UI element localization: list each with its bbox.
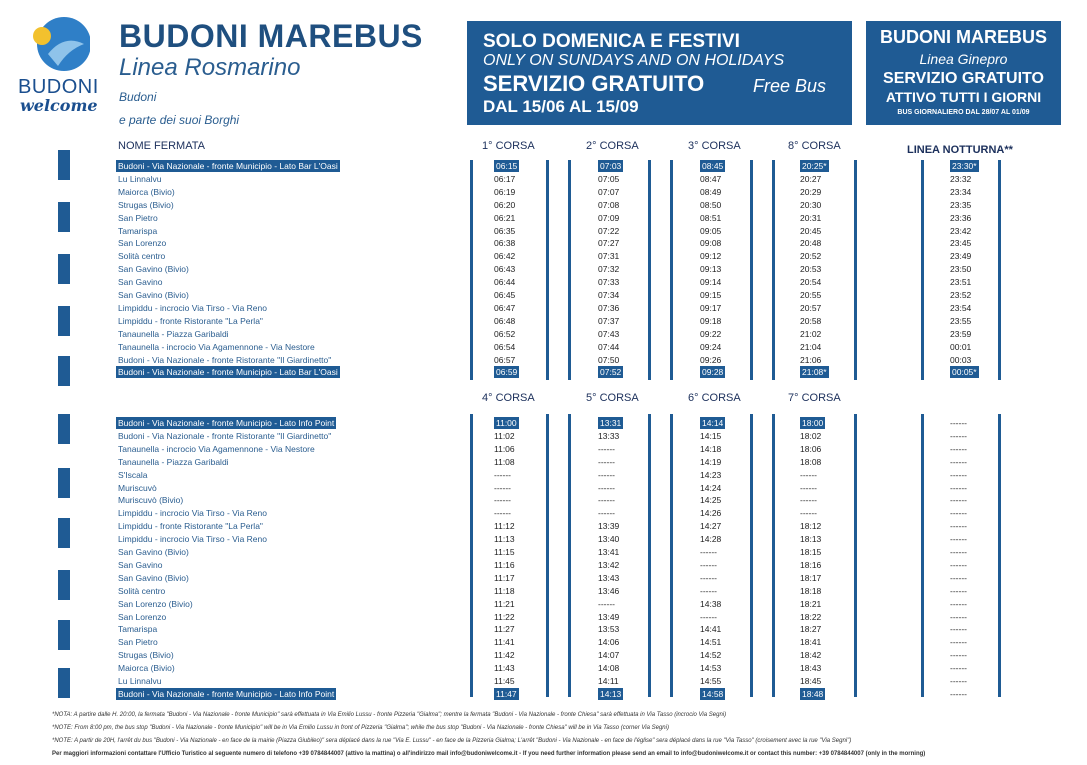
departure-time: 06:52	[494, 328, 516, 339]
column-divider	[568, 414, 571, 697]
departure-time: 07:31	[598, 251, 620, 262]
stop-name: Strugas (Bivio)	[118, 199, 174, 210]
departure-time: 11:15	[494, 547, 515, 557]
departure-time: 18:02	[800, 430, 822, 441]
column-divider	[998, 160, 1001, 380]
departure-time: 20:54	[800, 277, 822, 288]
departure-time: 14:41	[700, 624, 722, 635]
ginepro-banner	[866, 21, 1061, 125]
departure-time: ------	[598, 443, 615, 454]
stop-name: S'Iscala	[118, 469, 148, 480]
departure-time: 07:50	[598, 354, 620, 365]
departure-time: 20:29	[800, 186, 822, 197]
departure-time: 07:37	[598, 315, 620, 326]
trip-header: 4° CORSA	[482, 392, 535, 404]
stop-name: Tanaunella - incrocio Via Agamennone - Via Nestore	[118, 443, 315, 454]
departure-time: 07:22	[598, 225, 620, 236]
departure-time: 13:41	[598, 547, 620, 557]
departure-time: 11:18	[494, 585, 515, 596]
departure-time: 18:27	[800, 624, 822, 635]
departure-time: 08:51	[700, 212, 722, 223]
stop-name: San Gavino (Bivio)	[118, 290, 189, 300]
departure-time: 11:13	[494, 534, 515, 545]
departure-time: 11:12	[494, 521, 515, 532]
departure-time: 07:32	[598, 264, 620, 275]
night-departure-time: 00:05*	[952, 367, 977, 378]
stop-name: Limpiddu - fronte Ristorante "La Perla"	[118, 315, 263, 326]
departure-time: 09:18	[700, 315, 722, 326]
departure-time: 07:08	[598, 199, 620, 210]
departure-time: 06:42	[494, 251, 516, 262]
stop-name: Budoni - Via Nazionale - fronte Municipio - Lato Info Point	[118, 688, 335, 699]
departure-time: 13:53	[598, 624, 620, 635]
trip-header: 6° CORSA	[688, 392, 741, 404]
note-fr: *NOTE: A partir de 20H, l'arrêt du bus "Budoni - Via Nazionale - en face de la mairie (Piazza Giubileo)" sera déplacé dans la rue "Via E. Lussu" - en face de la Pizzeria Gialma; L'arrêt "Budoni - Via Nazionale - en face de l'église" sera déplacé dans la rue "Via Tasso" (croisement avec la rue "Via Segni")	[52, 738, 852, 744]
note-it: *NOTA: A partire dalle H. 20:00, la fermata "Budoni - Via Nazionale - fronte Municipio" sarà effettuata in Via Emilio Lussu - fronte Pizzeria "Gialma"; mentre la fermata "Budoni - Via Nazionale - fronte Chiesa" sarà effettuata in Via Tasso (incrocio Via Segni)	[52, 712, 727, 718]
stop-name: Lu Linnalvu	[118, 676, 162, 686]
night-departure-time: 23:52	[950, 290, 972, 300]
departure-time: 09:14	[700, 277, 722, 288]
departure-time: 11:21	[494, 598, 515, 609]
departure-time: 11:41	[494, 637, 515, 648]
departure-time: 18:42	[800, 650, 822, 661]
departure-time: 09:28	[702, 367, 724, 378]
night-departure-time: ------	[950, 650, 967, 661]
departure-time: 08:50	[700, 199, 722, 210]
departure-time: 18:41	[800, 637, 822, 648]
stop-name: Budoni - Via Nazionale - fronte Ristorante "Il Giardinetto"	[118, 430, 332, 441]
departure-time: 07:33	[598, 277, 620, 288]
departure-time: 14:53	[700, 663, 722, 674]
night-departure-time: 23:49	[950, 251, 972, 262]
column-divider	[854, 160, 857, 380]
row-group-marker	[58, 254, 70, 284]
departure-time: 14:24	[700, 482, 722, 493]
departure-time: ------	[700, 585, 717, 596]
departure-time: 14:55	[700, 676, 722, 686]
departure-time: 07:07	[598, 186, 620, 197]
night-departure-time: 23:50	[950, 264, 972, 275]
departure-time: ------	[700, 547, 717, 557]
column-divider	[750, 160, 753, 380]
stop-name: Tamarispa	[118, 225, 158, 236]
departure-time: 18:45	[800, 676, 822, 686]
night-departure-time: 23:45	[950, 238, 972, 249]
night-departure-time: ------	[950, 534, 967, 545]
departure-time: 13:42	[598, 559, 620, 570]
departure-time: 08:45	[702, 161, 724, 171]
departure-time: 20:30	[800, 199, 822, 210]
column-divider	[854, 414, 857, 697]
row-group-marker	[58, 414, 70, 444]
departure-time: 18:21	[800, 598, 822, 609]
departure-time: 20:27	[800, 173, 822, 184]
departure-time: ------	[598, 508, 615, 519]
departure-time: 11:27	[494, 624, 515, 635]
stop-name: San Lorenzo (Bivio)	[118, 598, 193, 609]
column-divider	[921, 160, 924, 380]
departure-time: ------	[494, 495, 511, 506]
column-divider	[470, 160, 473, 380]
row-group-marker	[58, 620, 70, 650]
departure-time: 07:03	[600, 161, 622, 171]
stop-name: Budoni - Via Nazionale - fronte Municipio - Lato Bar L'Oasi	[118, 161, 338, 171]
sunday-service-banner	[467, 21, 852, 125]
night-departure-time: 23:55	[950, 315, 972, 326]
area-label: Budoni	[119, 90, 157, 104]
column-divider	[648, 414, 651, 697]
ginepro-daily: ATTIVO TUTTI I GIORNI	[885, 89, 1042, 105]
departure-time: 11:08	[494, 456, 515, 467]
departure-time: 21:06	[800, 354, 822, 365]
column-divider	[648, 160, 651, 380]
row-group-marker	[58, 468, 70, 498]
stop-name: Strugas (Bivio)	[118, 650, 174, 661]
night-departure-time: 23:35	[950, 199, 972, 210]
stop-name: Tanaunella - incrocio Via Agamennone - Via Nestore	[118, 341, 315, 352]
line-name: Linea Rosmarino	[119, 54, 301, 81]
departure-time: 14:15	[700, 430, 722, 441]
stop-name: Tanaunella - Piazza Garibaldi	[118, 328, 229, 339]
departure-time: 06:35	[494, 225, 516, 236]
departure-time: 09:13	[700, 264, 722, 275]
column-divider	[772, 160, 775, 380]
departure-time: 20:25*	[802, 161, 827, 171]
departure-time: 21:04	[800, 341, 822, 352]
column-divider	[568, 160, 571, 380]
banner-line3-en: Free Bus	[753, 76, 827, 96]
night-departure-time: 23:36	[950, 212, 972, 223]
departure-time: 18:18	[800, 585, 822, 596]
departure-time: ------	[800, 495, 817, 506]
stop-name: Tamarispa	[118, 624, 158, 635]
departure-time: 20:52	[800, 251, 822, 262]
departure-time: 14:11	[598, 676, 619, 686]
stop-name: Limpiddu - fronte Ristorante "La Perla"	[118, 521, 263, 532]
contact-info: Per maggiori informazioni contattare l'Ufficio Turistico al seguente numero di telefono +39 0784844007 (attivo la mattina) o all'indirizzo mail info@budoniwelcome.it - If you need further information please send an email to info@budoniwelcome.it or contact this number: +39 0784844007 (only in the morning)	[52, 751, 926, 757]
departure-time: 14:18	[700, 443, 722, 454]
departure-time: 06:43	[494, 264, 516, 275]
banner-line2: ONLY ON SUNDAYS AND ON HOLIDAYS	[483, 52, 785, 69]
departure-time: 07:09	[598, 212, 620, 223]
departure-time: 18:48	[802, 688, 824, 699]
departure-time: 14:06	[598, 637, 620, 648]
stop-name: San Gavino	[118, 277, 163, 288]
row-group-marker	[58, 306, 70, 336]
departure-time: ------	[598, 495, 615, 506]
departure-time: 07:52	[600, 367, 622, 378]
departure-time: 13:31	[600, 418, 622, 428]
stop-name: San Lorenzo	[118, 238, 167, 249]
departure-time: 14:19	[700, 456, 722, 467]
trip-header: 2° CORSA	[586, 140, 639, 152]
night-departure-time: ------	[950, 456, 967, 467]
night-departure-time: 00:01	[950, 341, 972, 352]
stop-name: Solità centro	[118, 251, 166, 262]
departure-time: 14:25	[700, 495, 722, 506]
stop-name: Budoni - Via Nazionale - fronte Ristorante "Il Giardinetto"	[118, 354, 332, 365]
departure-time: 07:34	[598, 290, 620, 300]
trip-header: 1° CORSA	[482, 140, 535, 152]
column-divider	[670, 414, 673, 697]
departure-time: 18:43	[800, 663, 822, 674]
column-divider	[470, 414, 473, 697]
night-departure-time: 23:34	[950, 186, 972, 197]
night-departure-time: ------	[950, 688, 967, 699]
logo-text: BUDONI	[18, 76, 99, 98]
departure-time: ------	[598, 469, 615, 480]
night-departure-time: ------	[950, 521, 967, 532]
departure-time: ------	[494, 508, 511, 519]
departure-time: 20:55	[800, 290, 822, 300]
row-group-marker	[58, 150, 70, 180]
night-departure-time: ------	[950, 663, 967, 674]
night-departure-time: ------	[950, 624, 967, 635]
departure-time: 20:31	[800, 212, 822, 223]
departure-time: 09:17	[700, 302, 722, 313]
departure-time: 06:15	[496, 161, 518, 171]
ginepro-line-name: Linea Ginepro	[919, 51, 1008, 67]
night-departure-time: ------	[950, 547, 967, 557]
departure-time: 06:44	[494, 277, 516, 288]
night-departure-time: ------	[950, 469, 967, 480]
departure-time: 11:02	[494, 430, 515, 441]
ginepro-dates: BUS GIORNALIERO DAL 28/07 AL 01/09	[897, 109, 1030, 116]
stop-name: Solità centro	[118, 585, 166, 596]
departure-time: 14:52	[700, 650, 722, 661]
departure-time: 06:17	[494, 173, 516, 184]
night-departure-time: 23:51	[950, 277, 972, 288]
stop-name: Muriscuvò (Bivio)	[118, 495, 184, 506]
departure-time: 09:22	[700, 328, 722, 339]
logo-script: welcome	[20, 96, 98, 115]
departure-time: 20:45	[800, 225, 822, 236]
stop-name: Muriscuvò	[118, 482, 157, 493]
departure-time: 18:00	[802, 418, 824, 428]
column-divider	[998, 414, 1001, 697]
banner-line1: SOLO DOMENICA E FESTIVI	[483, 31, 740, 52]
trip-header: 7° CORSA	[788, 392, 841, 404]
departure-time: 09:24	[700, 341, 722, 352]
departure-time: 14:27	[700, 521, 722, 532]
departure-time: 09:15	[700, 290, 722, 300]
departure-time: 06:19	[494, 186, 516, 197]
departure-time: 13:39	[598, 521, 620, 532]
night-departure-time: 23:30*	[952, 161, 977, 171]
departure-time: 08:47	[700, 173, 722, 184]
departure-time: 09:12	[700, 251, 722, 262]
departure-time: 07:05	[598, 173, 620, 184]
stop-name: San Gavino	[118, 559, 163, 570]
row-group-marker	[58, 518, 70, 548]
night-departure-time: 23:54	[950, 302, 972, 313]
departure-time: 21:02	[800, 328, 822, 339]
departure-time: 18:17	[800, 572, 822, 583]
departure-time: ------	[800, 508, 817, 519]
departure-time: 18:22	[800, 611, 822, 622]
departure-time: 18:06	[800, 443, 822, 454]
departure-time: 09:08	[700, 238, 722, 249]
night-departure-time: ------	[950, 572, 967, 583]
departure-time: 18:13	[800, 534, 822, 545]
departure-time: 07:44	[598, 341, 620, 352]
column-divider	[750, 414, 753, 697]
column-divider	[546, 160, 549, 380]
night-departure-time: ------	[950, 585, 967, 596]
night-departure-time: ------	[950, 598, 967, 609]
stop-name: San Pietro	[118, 637, 158, 648]
departure-time: 20:57	[800, 302, 822, 313]
departure-time: 07:27	[598, 238, 620, 249]
night-departure-time: ------	[950, 508, 967, 519]
departure-time: 06:59	[496, 367, 518, 378]
departure-time: 13:33	[598, 430, 620, 441]
trip-header: 3° CORSA	[688, 140, 741, 152]
departure-time: 21:08*	[802, 367, 827, 378]
stop-name: San Gavino (Bivio)	[118, 264, 189, 275]
departure-time: 06:45	[494, 290, 516, 300]
departure-time: 18:15	[800, 547, 822, 557]
departure-time: ------	[800, 482, 817, 493]
stop-name: Tanaunella - Piazza Garibaldi	[118, 456, 229, 467]
column-divider	[772, 414, 775, 697]
departure-time: 18:08	[800, 456, 822, 467]
stop-name: Limpiddu - incrocio Via Tirso - Via Reno	[118, 534, 267, 545]
night-departure-time: 23:59	[950, 328, 972, 339]
departure-time: 11:00	[496, 418, 517, 428]
departure-time: 14:28	[700, 534, 722, 545]
banner-line4: DAL 15/06 AL 15/09	[483, 97, 639, 116]
stop-name: San Pietro	[118, 212, 158, 223]
page-title: BUDONI MAREBUS	[119, 18, 423, 54]
column-divider	[546, 414, 549, 697]
departure-time: 14:07	[598, 650, 620, 661]
departure-time: 14:26	[700, 508, 722, 519]
departure-time: ------	[800, 469, 817, 480]
departure-time: 06:47	[494, 302, 516, 313]
departure-time: 20:58	[800, 315, 822, 326]
departure-time: ------	[598, 482, 615, 493]
departure-time: 13:40	[598, 534, 620, 545]
departure-time: 14:38	[700, 598, 722, 609]
departure-time: 14:14	[702, 418, 724, 428]
night-departure-time: ------	[950, 495, 967, 506]
banner-line3: SERVIZIO GRATUITO	[483, 71, 705, 96]
stop-name: Maiorca (Bivio)	[118, 663, 175, 674]
departure-time: 11:22	[494, 611, 515, 622]
night-departure-time: 23:32	[950, 173, 972, 184]
stop-name: Maiorca (Bivio)	[118, 186, 175, 197]
departure-time: ------	[598, 456, 615, 467]
departure-time: 06:48	[494, 315, 516, 326]
departure-time: 11:16	[494, 559, 515, 570]
departure-time: ------	[700, 611, 717, 622]
departure-time: ------	[700, 572, 717, 583]
departure-time: 14:13	[600, 688, 622, 699]
ginepro-free: SERVIZIO GRATUITO	[883, 70, 1044, 87]
departure-time: ------	[700, 559, 717, 570]
night-departure-time: ------	[950, 676, 967, 686]
departure-time: ------	[598, 598, 615, 609]
stop-name: Limpiddu - incrocio Via Tirso - Via Reno	[118, 302, 267, 313]
departure-time: 08:49	[700, 186, 722, 197]
night-departure-time: ------	[950, 611, 967, 622]
departure-time: 11:17	[494, 572, 515, 583]
night-departure-time: ------	[950, 418, 967, 428]
night-departure-time: ------	[950, 482, 967, 493]
departure-time: 07:36	[598, 302, 620, 313]
departure-time: 20:53	[800, 264, 822, 275]
departure-time: 14:23	[700, 469, 722, 480]
column-divider	[670, 160, 673, 380]
night-departure-time: ------	[950, 637, 967, 648]
note-en: *NOTE: From 8:00 pm, the bus stop "Budoni - Via Nazionale - fronte Municipio" will be in Via Emilio Lussu in front of Pizzeria "Gialma"; while the bus stop "Budoni - Via Nazionale - fronte Chiesa" will be in Via Tasso (corner Via Segni)	[52, 725, 669, 731]
departure-time: 14:08	[598, 663, 620, 674]
departure-time: 11:06	[494, 443, 515, 454]
row-group-marker	[58, 668, 70, 698]
departure-time: 13:46	[598, 585, 620, 596]
departure-time: 11:42	[494, 650, 515, 661]
departure-time: 09:05	[700, 225, 722, 236]
departure-time: 11:43	[494, 663, 515, 674]
stop-name: Budoni - Via Nazionale - fronte Municipio - Lato Info Point	[118, 418, 335, 428]
departure-time: 06:21	[494, 212, 516, 223]
stop-name: Limpiddu - incrocio Via Tirso - Via Reno	[118, 508, 267, 519]
departure-time: 18:16	[800, 559, 822, 570]
night-departure-time: 00:03	[950, 354, 972, 365]
row-group-marker	[58, 570, 70, 600]
stop-name: Lu Linnalvu	[118, 173, 162, 184]
trip-header: 8° CORSA	[788, 140, 841, 152]
ginepro-title: BUDONI MAREBUS	[879, 27, 1047, 47]
area-label-2: e parte dei suoi Borghi	[119, 113, 240, 127]
departure-time: 13:43	[598, 572, 620, 583]
stop-name: San Lorenzo	[118, 611, 167, 622]
trip-header: 5° CORSA	[586, 392, 639, 404]
stop-name-header: NOME FERMATA	[118, 140, 205, 152]
budoni-welcome-logo-icon	[28, 14, 90, 74]
stop-name: Budoni - Via Nazionale - fronte Municipio - Lato Bar L'Oasi	[118, 367, 338, 378]
departure-time: 13:49	[598, 611, 620, 622]
departure-time: 11:45	[494, 676, 515, 686]
departure-time: 20:48	[800, 238, 822, 249]
departure-time: 07:43	[598, 328, 620, 339]
departure-time: 06:20	[494, 199, 516, 210]
night-departure-time: 23:42	[950, 225, 972, 236]
night-departure-time: ------	[950, 559, 967, 570]
row-group-marker	[58, 356, 70, 386]
departure-time: 18:12	[800, 521, 822, 532]
row-group-marker	[58, 202, 70, 232]
departure-time: ------	[494, 469, 511, 480]
night-departure-time: ------	[950, 443, 967, 454]
departure-time: 06:54	[494, 341, 516, 352]
departure-time: 14:58	[702, 688, 724, 699]
departure-time: 06:38	[494, 238, 516, 249]
night-line-header: LINEA NOTTURNA**	[907, 144, 1013, 156]
stop-name: San Gavino (Bivio)	[118, 572, 189, 583]
column-divider	[921, 414, 924, 697]
stop-name: San Gavino (Bivio)	[118, 547, 189, 557]
departure-time: ------	[494, 482, 511, 493]
departure-time: 06:57	[494, 354, 516, 365]
departure-time: 11:47	[496, 688, 517, 699]
departure-time: 14:51	[700, 637, 722, 648]
departure-time: 09:26	[700, 354, 722, 365]
night-departure-time: ------	[950, 430, 967, 441]
